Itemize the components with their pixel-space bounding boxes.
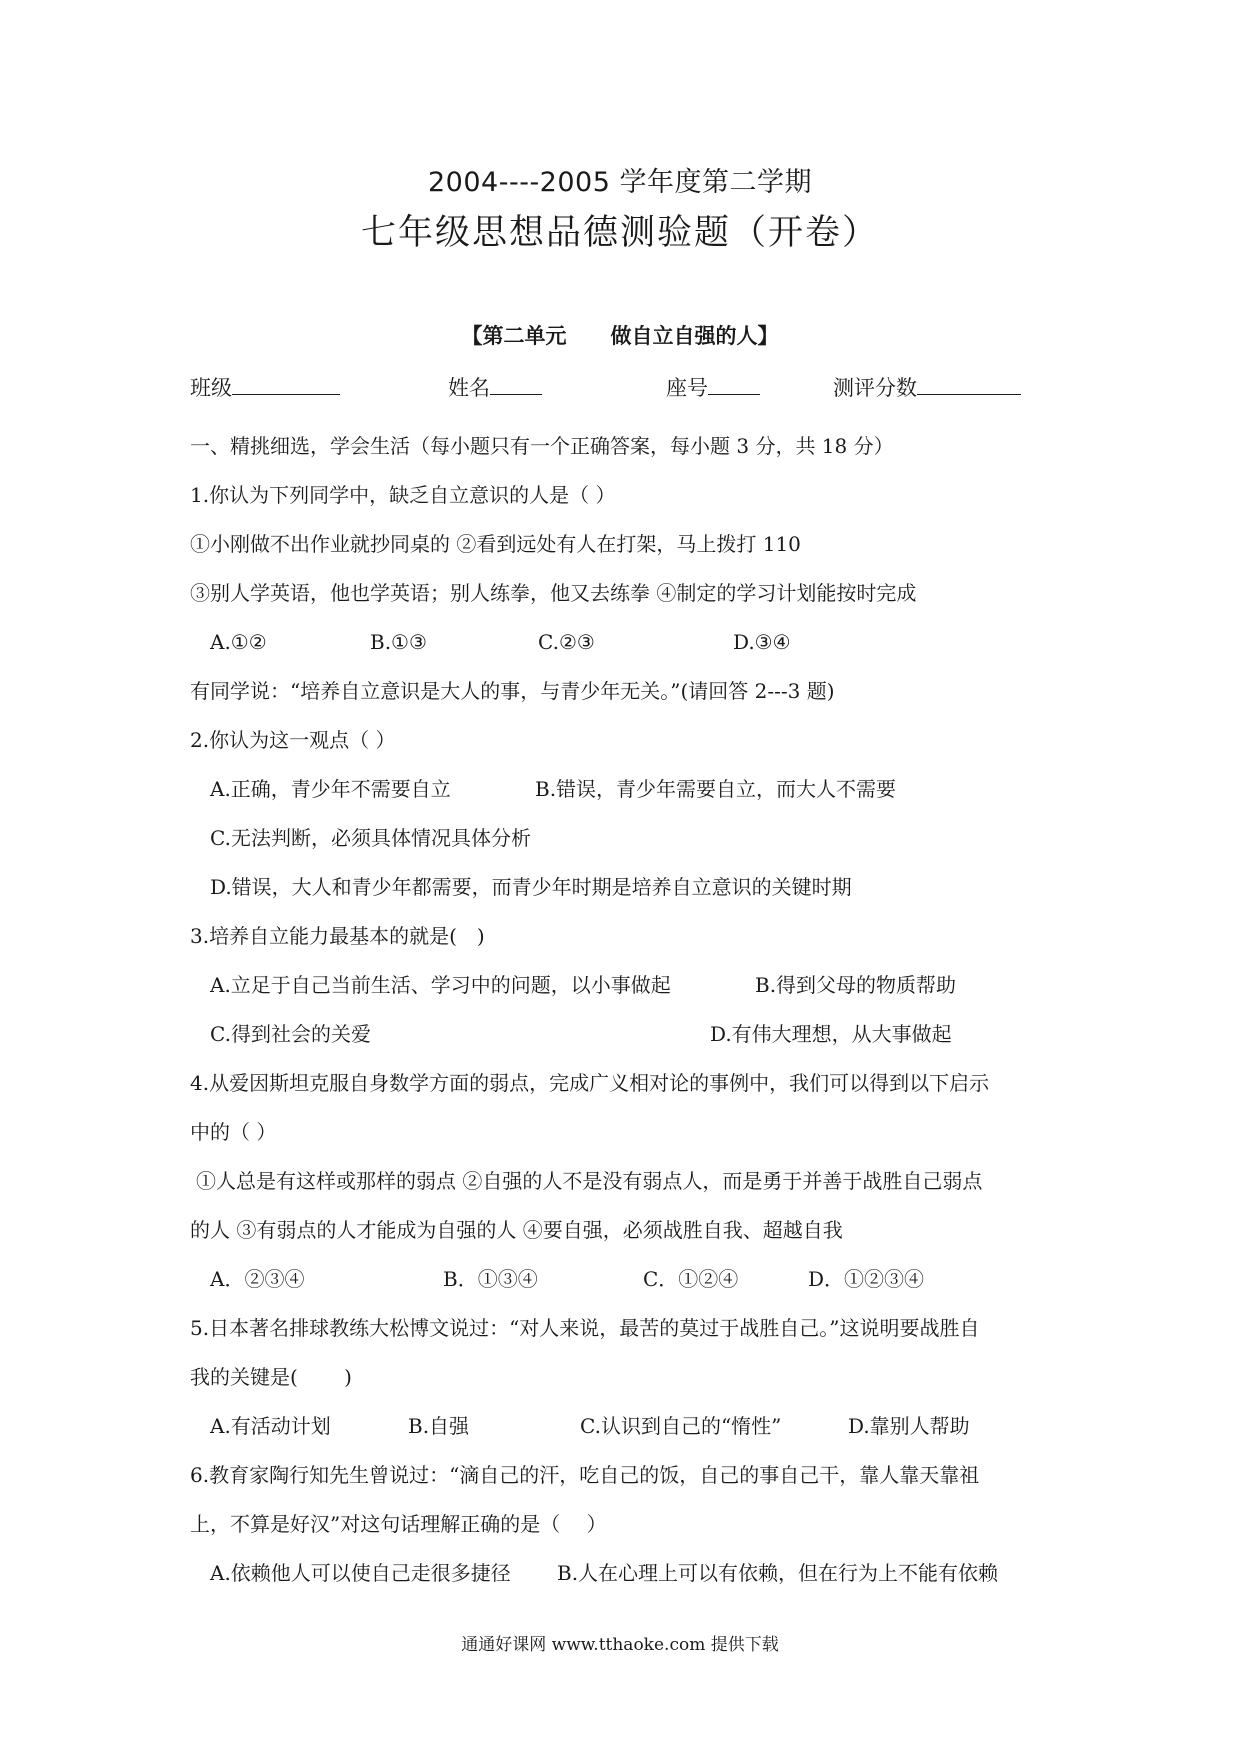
question-4-statement-line-2: 的人 ③有弱点的人才能成为自强的人 ④要自强，必须战胜自我、超越自我 (190, 1218, 843, 1242)
question-1-option-a[interactable]: A.①② (210, 630, 267, 654)
question-1-option-d[interactable]: D.③④ (733, 630, 791, 654)
term-heading: 2004----2005 学年度第二学期 (428, 167, 812, 198)
question-6-option-a[interactable]: A.依赖他人可以使自己走很多捷径 (210, 1561, 511, 1585)
question-3-option-d[interactable]: D.有伟大理想，从大事做起 (710, 1022, 952, 1046)
name-blank[interactable] (490, 376, 542, 395)
question-4-option-d[interactable]: D．①②③④ (808, 1267, 925, 1291)
score-blank[interactable] (917, 376, 1021, 395)
page-title: 七年级思想品德测验题（开卷） (360, 213, 879, 253)
question-5-option-d[interactable]: D.靠别人帮助 (848, 1414, 970, 1438)
score-field[interactable] (833, 372, 1021, 402)
question-1-statement-1: ①小刚做不出作业就抄同桌的 ②看到远处有人在打架，马上拨打 110 (190, 532, 801, 556)
question-5-stem-line-2: 我的关键是( ) (190, 1365, 352, 1389)
question-1-statement-2: ③别人学英语，他也学英语；别人练拳，他又去练拳 ④制定的学习计划能按时完成 (190, 581, 917, 605)
question-4-stem-line-1: 4.从爱因斯坦克服自身数学方面的弱点，完成广义相对论的事例中，我们可以得到以下启示 (190, 1071, 990, 1095)
name-label: 姓名 (448, 376, 490, 400)
student-info-row (190, 372, 1090, 402)
name-field[interactable] (448, 372, 542, 402)
section-one-heading: 一、精挑细选，学会生活（每小题只有一个正确答案，每小题 3 分，共 18 分） (190, 434, 894, 458)
question-2-option-d[interactable]: D.错误，大人和青少年都需要，而青少年时期是培养自立意识的关键时期 (210, 875, 852, 899)
question-6-stem-line-1: 6.教育家陶行知先生曾说过：“滴自己的汗，吃自己的饭，自己的事自己干，靠人靠天靠祖 (190, 1463, 980, 1487)
class-field[interactable] (190, 372, 340, 402)
question-4-stem-line-2: 中的（ ） (190, 1120, 277, 1144)
question-6-option-b[interactable]: B.人在心理上可以有依赖，但在行为上不能有依赖 (557, 1561, 999, 1585)
score-label: 测评分数 (833, 376, 917, 400)
question-5-option-a[interactable]: A.有活动计划 (210, 1414, 331, 1438)
unit-number: 【第二单元 (461, 324, 567, 348)
question-6-stem-line-2: 上，不算是好汉”对这句话理解正确的是（ ） (190, 1512, 607, 1536)
seat-blank[interactable] (708, 376, 760, 395)
question-1-option-c[interactable]: C.②③ (538, 630, 595, 654)
question-2-option-a[interactable]: A.正确，青少年不需要自立 (210, 777, 451, 801)
question-4-option-a[interactable]: A．②③④ (210, 1267, 305, 1291)
question-2-stem: 2.你认为这一观点（ ） (190, 728, 396, 752)
footer-credit: 通通好课网 www.tthaoke.com 提供下载 (461, 1635, 779, 1655)
question-3-option-c[interactable]: C.得到社会的关爱 (210, 1022, 371, 1046)
question-4-option-b[interactable]: B．①③④ (443, 1267, 538, 1291)
question-5-option-c[interactable]: C.认识到自己的“惰性” (580, 1414, 782, 1438)
question-4-statement-line-1: ①人总是有这样或那样的弱点 ②自强的人不是没有弱点人，而是勇于并善于战胜自己弱点 (196, 1169, 983, 1193)
questions-2-3-intro: 有同学说：“培养自立意识是大人的事，与青少年无关。”(请回答 2---3 题) (190, 679, 835, 703)
question-2-option-b[interactable]: B.错误，青少年需要自立，而大人不需要 (535, 777, 897, 801)
question-2-option-c[interactable]: C.无法判断，必须具体情况具体分析 (210, 826, 531, 850)
question-3-option-a[interactable]: A.立足于自己当前生活、学习中的问题，以小事做起 (210, 973, 671, 997)
seat-field[interactable] (666, 372, 760, 402)
question-5-option-b[interactable]: B.自强 (408, 1414, 470, 1438)
unit-name: 做自立自强的人】 (610, 324, 779, 348)
class-blank[interactable] (232, 376, 340, 395)
question-4-option-c[interactable]: C．①②④ (643, 1267, 739, 1291)
question-1-option-b[interactable]: B.①③ (370, 630, 427, 654)
seat-label: 座号 (666, 376, 708, 400)
question-1-stem: 1.你认为下列同学中，缺乏自立意识的人是（ ） (190, 483, 616, 507)
class-label: 班级 (190, 376, 232, 400)
question-3-stem: 3.培养自立能力最基本的就是( ) (190, 924, 485, 948)
question-5-stem-line-1: 5.日本著名排球教练大松博文说过：“对人来说，最苦的莫过于战胜自己。”这说明要战胜自 (190, 1316, 980, 1340)
unit-heading (0, 320, 1240, 350)
question-3-option-b[interactable]: B.得到父母的物质帮助 (755, 973, 957, 997)
